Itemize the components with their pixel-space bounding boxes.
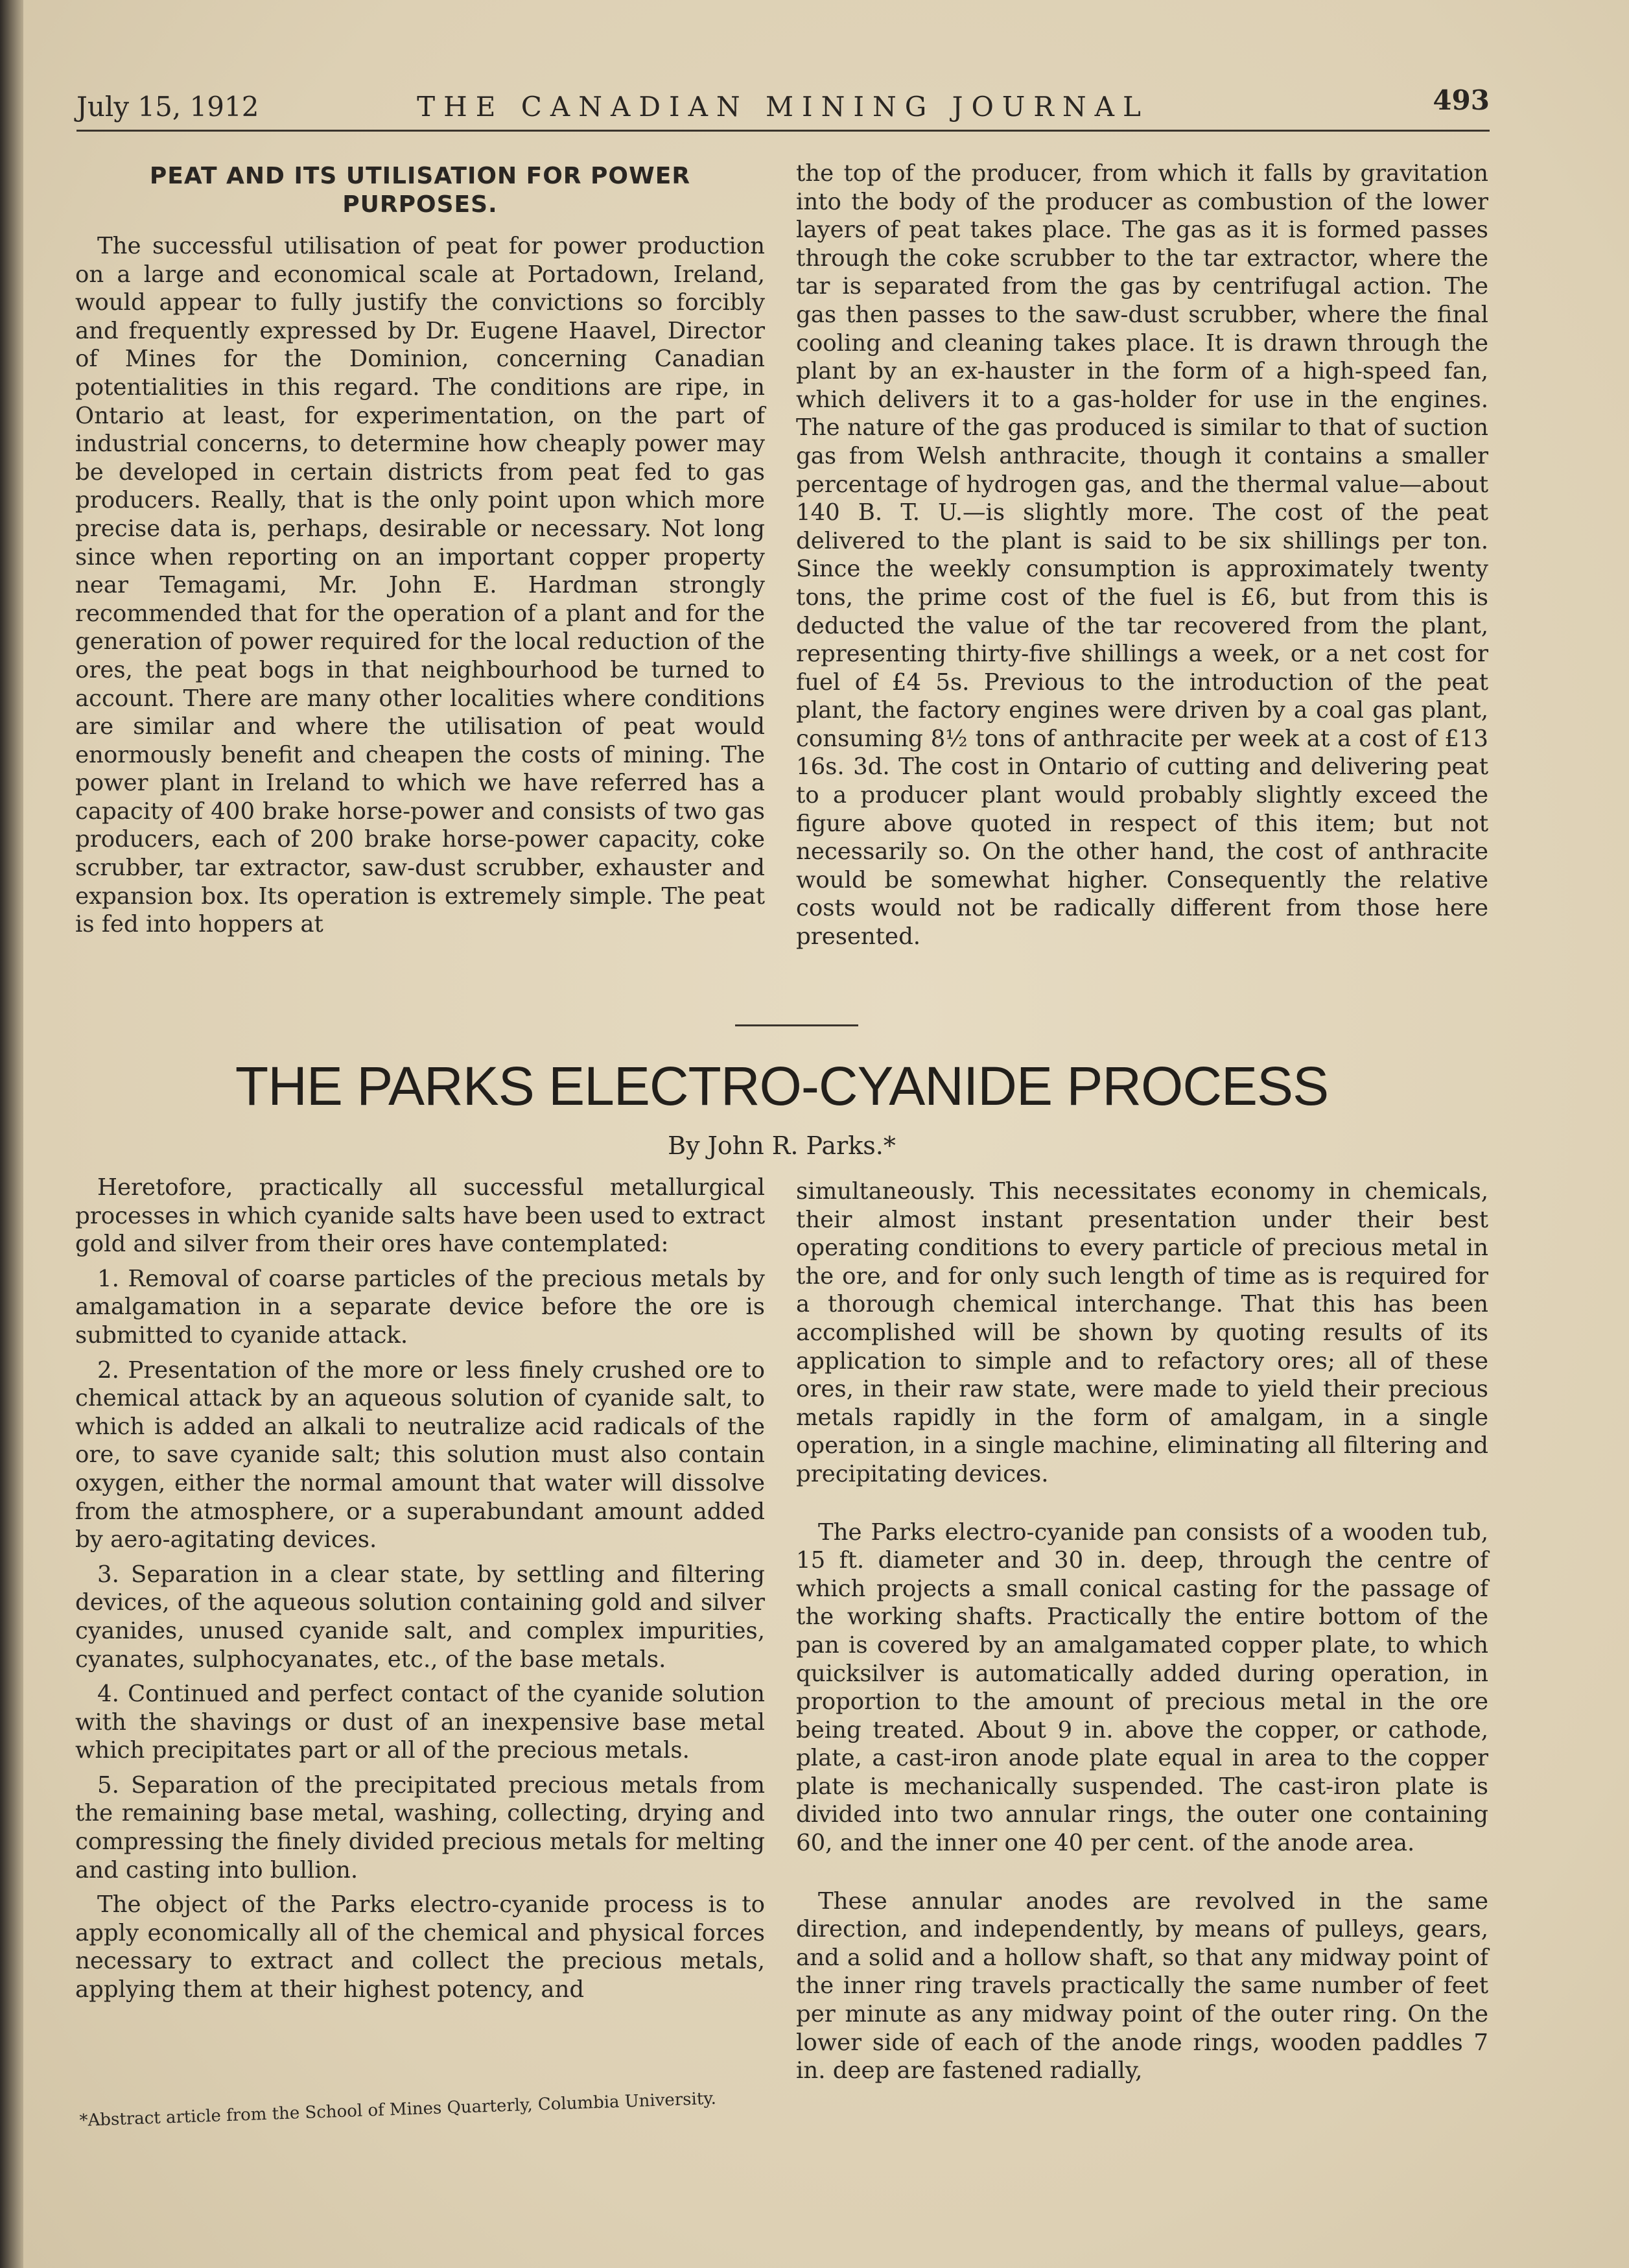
- parks-paragraph: Heretofore, practically all successful metallurgical processes in which cyanide salts have been used to extract gold and silver from their ores have contemplated:: [75, 1174, 765, 1258]
- peat-article-column-2: [796, 159, 1488, 951]
- peat-article-column-1: [75, 162, 765, 939]
- parks-list-item: 1. Removal of coarse particles of the precious metals by amalgamation in a separate device before the ore is submitted to cyanide attack.: [75, 1265, 765, 1349]
- parks-paragraph: The object of the Parks electro-cyanide process is to apply economically all of the chemical and physical forces necessary to extract and collect the precious metals, applying them at their highest potency, and: [75, 1891, 765, 2003]
- journal-title: THE CANADIAN MINING JOURNAL: [417, 91, 1149, 123]
- parks-list-item: 5. Separation of the precipitated precious metals from the remaining base metal, washing, collecting, drying and compressing the finely divided precious metals for melting and casting into bullion.: [75, 1771, 765, 1884]
- issue-date: July 15, 1912: [76, 91, 259, 123]
- parks-paragraph: These annular anodes are revolved in the same direction, and independently, by means of pulleys, gears, and a solid and a hollow shaft, so that any midway point of the inner ring travels practically the same number of feet per minute as any midway point of the outer ring. On the lower side of each of the anode rings, wooden paddles 7 in. deep are fastened radially,: [796, 1887, 1488, 2085]
- page-number: 493: [1433, 84, 1490, 116]
- parks-paragraph: The Parks electro-cyanide pan consists of a wooden tub, 15 ft. diameter and 30 in. deep, through the centre of which projects a small conical casting for the passage of the working shafts. Practically the entire bottom of the pan is covered by an amalgamated copper plate, to which quicksilver is automatically added during operation, in proportion to the amount of precious metal in the ore being treated. About 9 in. above the copper, or cathode, plate, a cast-iron anode plate equal in area to the copper plate is mechanically suspended. The cast-iron plate is divided into two annular rings, the outer one containing 60, and the inner one 40 per cent. of the anode area.: [796, 1518, 1488, 1857]
- parks-article-title: THE PARKS ELECTRO-CYANIDE PROCESS: [235, 1056, 1329, 1116]
- footnote: *Abstract article from the School of Mines Quarterly, Columbia University.: [79, 2088, 717, 2131]
- parks-article-column-1: [75, 1174, 765, 2004]
- parks-article-column-2: [796, 1177, 1488, 2085]
- section-divider: [735, 1024, 858, 1026]
- parks-article-byline: By John R. Parks.*: [668, 1131, 896, 1160]
- parks-list-item: 2. Presentation of the more or less finely crushed ore to chemical attack by an aqueous solution of cyanide salt, to which is added an alkali to neutralize acid radicals of the ore, to save cyanide salt; this solution must also contain oxygen, either the normal amount that water will dissolve from the atmosphere, or a superabundant amount added by aero-agitating devices.: [75, 1356, 765, 1553]
- header-rule: [76, 130, 1490, 132]
- parks-list-item: 4. Continued and perfect contact of the cyanide solution with the shavings or dust of an inexpensive base metal which precipitates part or all of the precious metals.: [75, 1681, 765, 1764]
- running-header: [76, 84, 1490, 130]
- parks-list-item: 3. Separation in a clear state, by settling and filtering devices, of the aqueous solution containing gold and silver cyanides, unused cyanide salt, and complex impurities, cyanates, sulphocyanates, etc., of the base metals.: [75, 1561, 765, 1673]
- peat-article-paragraph-continued: the top of the producer, from which it falls by gravitation into the body of the producer as combustion of the lower layers of peat takes place. The gas as it is formed passes through the coke scrubber to the tar extractor, where the tar is separated from the gas by centrifugal action. The gas then passes to the saw-dust scrubber, where the final cooling and cleaning takes place. It is drawn through the plant by an ex-hauster in the form of a high-speed fan, which delivers it to a gas-holder for use in the engines. The nature of the gas produced is similar to that of suction gas from Welsh anthracite, though it contains a smaller percentage of hydrogen gas, and the thermal value—about 140 B. T. U.—is slightly more. The cost of the peat delivered to the plant is said to be six shillings per ton. Since the weekly consumption is approximately twenty tons, the prime cost of the fuel is £6, but from this is deducted the value of the tar recovered from the plant, representing thirty-five shillings a week, or a net cost for fuel of £4 5s. Previous to the introduction of the peat plant, the factory engines were driven by a coal gas plant, consuming 8½ tons of anthracite per week at a cost of £13 16s. 3d. The cost in Ontario of cutting and delivering peat to a producer plant would probably slightly exceed the figure above quoted in respect of this item; but not necessarily so. On the other hand, the cost of anthracite would be somewhat higher. Consequently the relative costs would not be radically different from those here presented.: [796, 160, 1488, 951]
- parks-paragraph-continued: simultaneously. This necessitates economy in chemicals, their almost instant presentation under their best operating conditions to every particle of precious metal in the ore, and for only such length of time as is required for a thorough chemical interchange. That this has been accomplished will be shown by quoting results of its application to simple and to refactory ores; all of these ores, in their raw state, were made to yield their precious metals rapidly in the form of amalgam, in a single operation, in a single machine, eliminating all filtering and precipitating devices.: [796, 1178, 1488, 1487]
- book-spine-shadow: [0, 0, 23, 2268]
- peat-article-title: PEAT AND ITS UTILISATION FOR POWER PURPOSES.: [149, 163, 691, 218]
- peat-article-paragraph: The successful utilisation of peat for power production on a large and economical scale at Portadown, Ireland, would appear to fully justify the convictions so forcibly and frequently expressed by Dr. Eugene Haavel, Director of Mines for the Dominion, concerning Canadian potentialities in this regard. The conditions are ripe, in Ontario at least, for experimentation, on the part of industrial concerns, to determine how cheaply power may be developed in certain districts from peat fed to gas producers. Really, that is the only point upon which more precise data is, perhaps, desirable or necessary. Not long since when reporting on an important copper property near Temagami, Mr. John E. Hardman strongly recommended that for the operation of a plant and for the generation of power required for the local reduction of the ores, the peat bogs in that neighbourhood be turned to account. There are many other localities where conditions are similar and where the utilisation of peat would enormously benefit and cheapen the costs of mining. The power plant in Ireland to which we have referred has a capacity of 400 brake horse-power and consists of two gas producers, each of 200 brake horse-power capacity, coke scrubber, tar extractor, saw-dust scrubber, exhauster and expansion box. Its operation is extremely simple. The peat is fed into hoppers at: [75, 233, 765, 938]
